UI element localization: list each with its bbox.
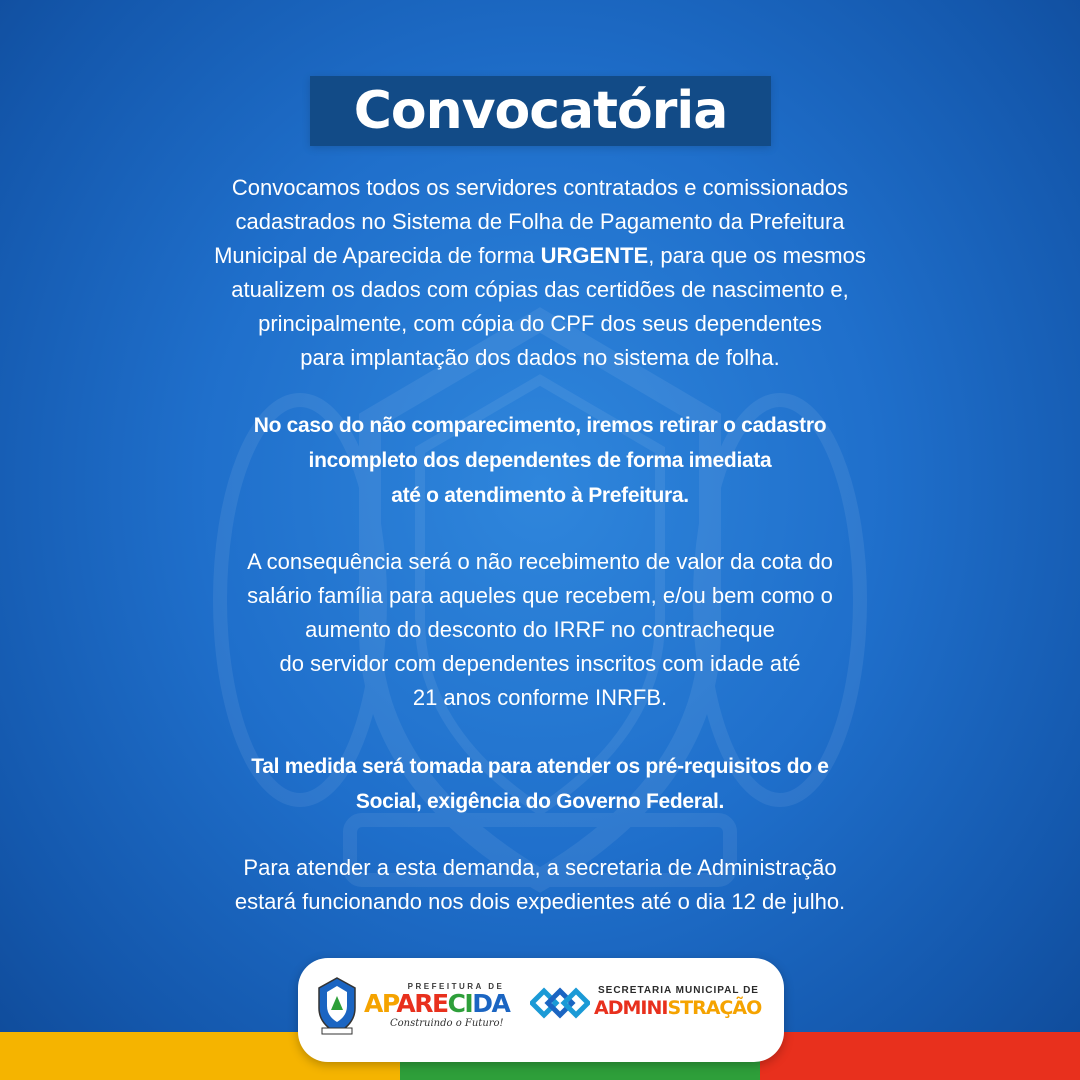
consequence-line: aumento do desconto do IRRF no contracheque (305, 617, 775, 642)
page-title: Convocatória (353, 81, 728, 141)
consequence-line: do servidor com dependentes inscritos com idade até (279, 651, 801, 676)
closing-line: estará funcionando nos dois expedientes até o dia 12 de julho. (234, 889, 846, 914)
intro-paragraph (120, 171, 960, 375)
slogan: Construindo o Futuro! (390, 1018, 504, 1029)
aparecida-logo-text (364, 991, 509, 1016)
intro-line: principalmente, com cópia do CPF dos seus dependentes (258, 311, 822, 336)
administracao-logo-text (594, 999, 761, 1018)
intro-text: Municipal de Aparecida de forma (214, 243, 541, 268)
title-box (310, 76, 771, 146)
warning-line: No caso do não comparecimento, iremos retirar o cadastro (253, 414, 827, 437)
urgent-text: URGENTE (540, 243, 649, 268)
intro-text: , para que os mesmos (648, 243, 866, 268)
intro-line: para implantação dos dados no sistema de folha. (300, 345, 780, 370)
consequence-line: salário família para aqueles que recebem, e/ou bem como o (247, 583, 833, 608)
logo-text-part: ADMINI (594, 997, 668, 1019)
logo-text-part: STRAÇÃO (667, 997, 762, 1019)
measure-paragraph (120, 749, 960, 819)
logo-text-part: AP (364, 989, 397, 1018)
secretaria-label: SECRETARIA MUNICIPAL DE (598, 985, 759, 996)
consequence-paragraph (120, 545, 960, 715)
consequence-line: A consequência será o não recebimento de valor da cota do (247, 549, 833, 574)
consequence-line: 21 anos conforme INRFB. (412, 685, 668, 710)
intro-line: cadastrados no Sistema de Folha de Pagamento da Prefeitura (235, 209, 845, 234)
warning-line: até o atendimento à Prefeitura. (391, 484, 689, 507)
intro-line-urgent (120, 239, 960, 273)
municipal-crest-icon (314, 976, 360, 1036)
intro-line: Convocamos todos os servidores contratados e comissionados (231, 175, 849, 200)
stripe-red (760, 1032, 1080, 1080)
closing-line: Para atender a esta demanda, a secretaria de Administração (243, 855, 837, 880)
prefeitura-label: PREFEITURA DE (407, 982, 505, 991)
closing-paragraph (120, 851, 960, 919)
logo-text-part: CI (447, 989, 473, 1018)
logo-text-part: ARE (396, 989, 448, 1018)
logo-text-part: DA (472, 989, 510, 1018)
footer-logo-card (298, 958, 784, 1062)
measure-line: Social, exigência do Governo Federal. (355, 790, 725, 813)
warning-line: incompleto dos dependentes de forma imediata (308, 449, 772, 472)
intro-line: atualizem os dados com cópias das certidões de nascimento e, (231, 277, 849, 302)
warning-paragraph (120, 408, 960, 513)
secretaria-logo-icon (530, 984, 590, 1022)
measure-line: Tal medida será tomada para atender os pré-requisitos do e (251, 755, 829, 778)
